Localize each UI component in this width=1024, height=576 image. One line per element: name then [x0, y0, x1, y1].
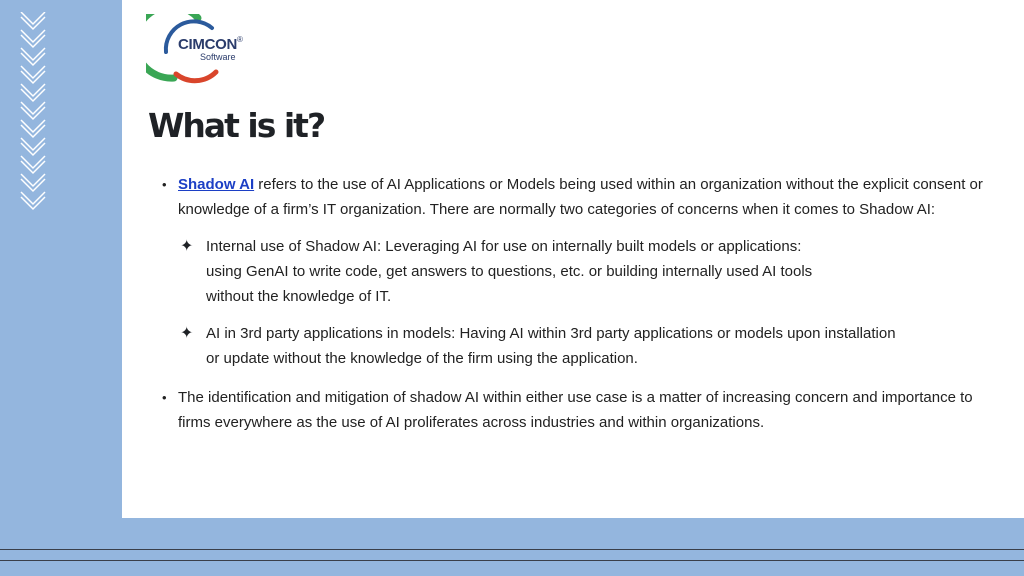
bullet-item	[160, 172, 990, 222]
four-point-star-icon: ✦	[180, 325, 194, 342]
logo-text	[178, 36, 243, 62]
sub-bullet-line: AI in 3rd party applications in models: Having AI within 3rd party applications or models upon installation	[206, 325, 896, 342]
slide-title: What is it?	[148, 106, 325, 145]
slide-content	[160, 172, 990, 435]
sub-bullet-item	[160, 234, 990, 309]
bullet-dot-icon: •	[162, 177, 167, 192]
footer-divider	[0, 560, 1024, 561]
bullet-dot-icon: •	[162, 390, 167, 405]
sub-bullet-line: or update without the knowledge of the firm using the application.	[206, 350, 638, 367]
sub-bullet-line: Internal use of Shadow AI: Leveraging AI for use on internally built models or applications:	[206, 238, 802, 255]
shadow-ai-link[interactable]: Shadow AI	[178, 176, 255, 193]
bullet-text: The identification and mitigation of shadow AI within either use case is a matter of increasing concern and importance to firms everywhere as the use of AI proliferates across industries and within organizations.	[178, 389, 973, 431]
footer-divider	[0, 549, 1024, 550]
sub-bullet-item	[160, 321, 990, 371]
logo-brand: CIMCON	[178, 36, 238, 53]
sub-bullet-line: using GenAI to write code, get answers to questions, etc. or building internally used AI tools	[206, 263, 813, 280]
four-point-star-icon: ✦	[180, 238, 194, 255]
logo-subtitle: Software	[200, 52, 236, 62]
sub-bullet-line: without the knowledge of IT.	[206, 288, 392, 305]
logo-registered: ®	[237, 35, 243, 44]
bullet-item	[160, 385, 990, 435]
chevron-pattern-icon	[19, 12, 49, 212]
left-decor-band	[0, 0, 122, 518]
bullet-text: refers to the use of AI Applications or Models being used within an organization without the explicit consent or knowledge of a firm’s IT organization. There are normally two categories of concerns when it comes to Shadow AI:	[178, 176, 983, 218]
